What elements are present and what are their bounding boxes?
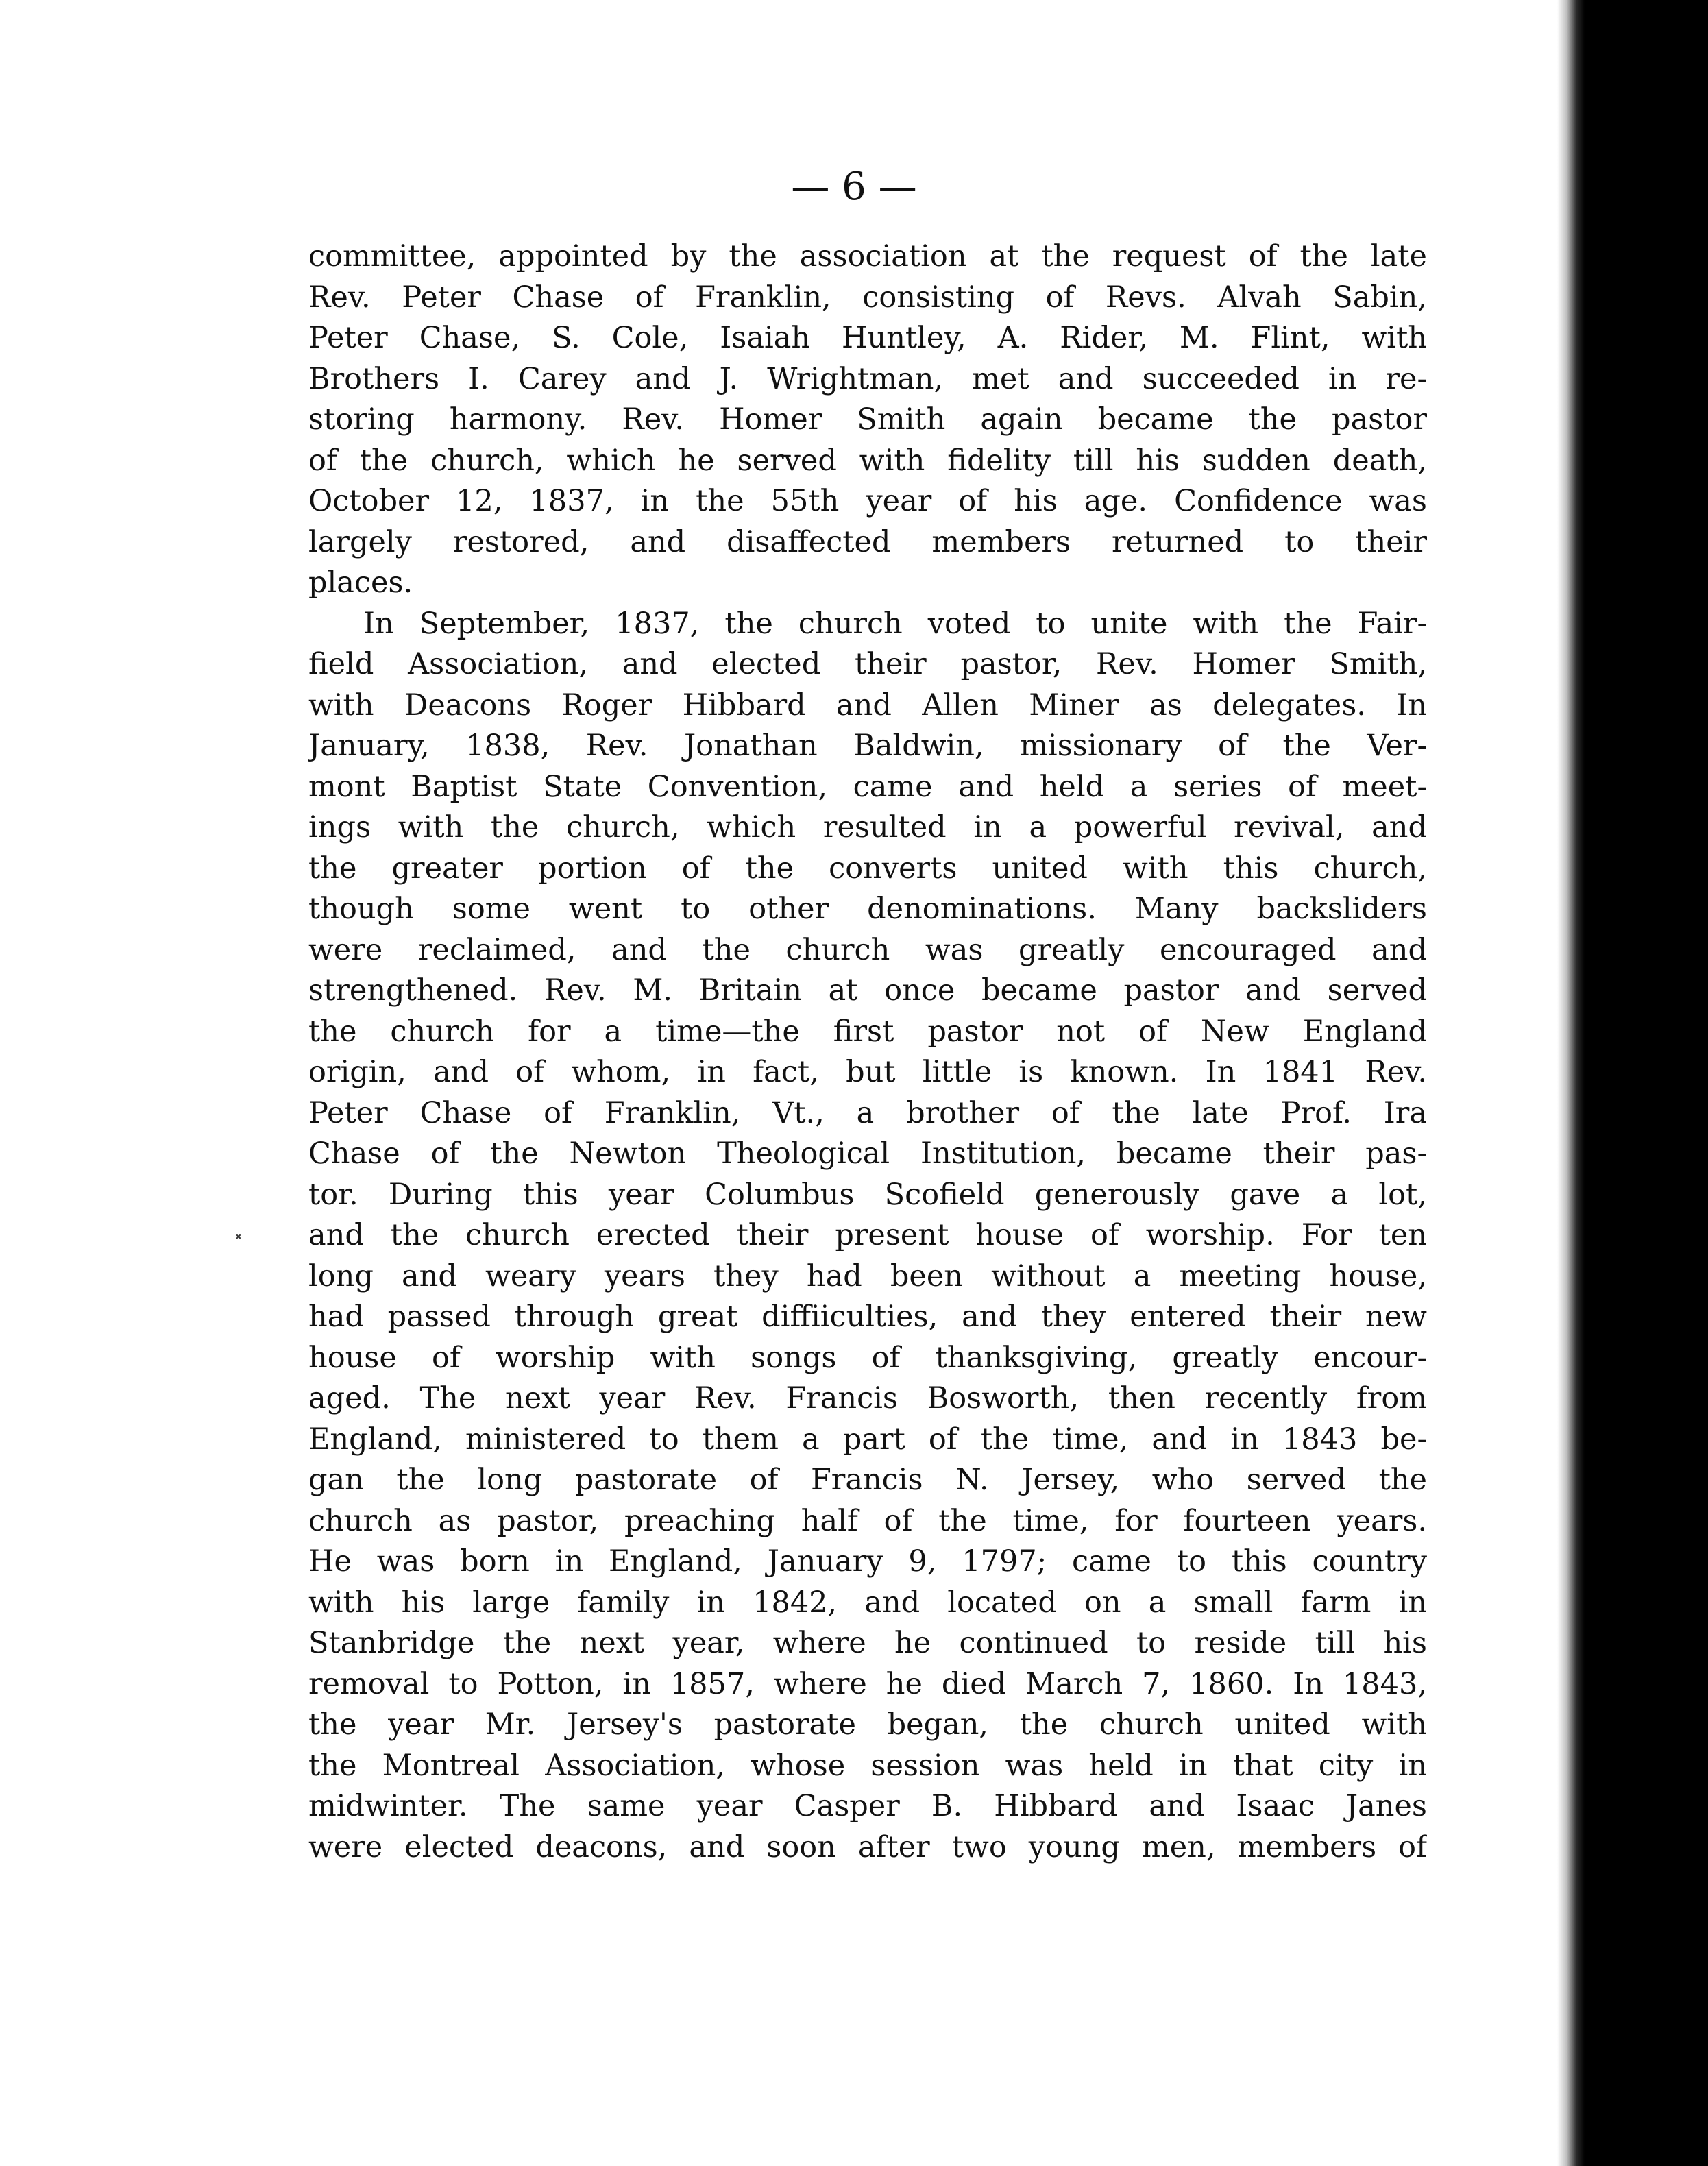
text-line: house of worship with songs of thanksgiving, greatly encour-: [308, 1340, 1427, 1375]
text-line: England, ministered to them a part of the time, and in 1843 be-: [308, 1422, 1427, 1457]
text-line: the greater portion of the converts united with this church,: [308, 851, 1427, 886]
text-line: strengthened. Rev. M. Britain at once became pastor and served: [308, 973, 1427, 1008]
text-line: the church for a time—the first pastor not of New England: [308, 1014, 1427, 1049]
text-line: October 12, 1837, in the 55th year of his age. Confidence was: [308, 484, 1427, 518]
text-line: places.: [308, 565, 413, 600]
text-line: mont Baptist State Convention, came and held a series of meet-: [308, 769, 1427, 804]
text-line: had passed through great diffiiculties, and they entered their new: [308, 1300, 1427, 1334]
text-line: church as pastor, preaching half of the time, for fourteen years.: [308, 1503, 1427, 1538]
text-line: of the church, which he served with fidelity till his sudden death,: [308, 443, 1427, 478]
text-line: Peter Chase, S. Cole, Isaiah Huntley, A. Rider, M. Flint, with: [308, 321, 1427, 355]
text-line: January, 1838, Rev. Jonathan Baldwin, missionary of the Ver-: [308, 729, 1427, 763]
page-gutter-shadow: [1557, 0, 1585, 2166]
text-line: Rev. Peter Chase of Franklin, consisting of Revs. Alvah Sabin,: [308, 280, 1427, 315]
text-line: removal to Potton, in 1857, where he died March 7, 1860. In 1843,: [308, 1666, 1427, 1701]
text-line: Brothers I. Carey and J. Wrightman, met and succeeded in re-: [308, 361, 1427, 396]
text-line: though some went to other denominations. Many backsliders: [308, 892, 1427, 926]
page-number: — 6 —: [791, 165, 917, 209]
text-line: In September, 1837, the church voted to unite with the Fair-: [363, 606, 1427, 641]
body-text: [308, 236, 1427, 1868]
text-line: Stanbridge the next year, where he continued to reside till his: [308, 1626, 1427, 1660]
text-line: were reclaimed, and the church was greatly encouraged and: [308, 932, 1427, 967]
text-line: field Association, and elected their pastor, Rev. Homer Smith,: [308, 647, 1427, 681]
text-line: largely restored, and disaffected members returned to their: [308, 524, 1427, 559]
text-line: tor. During this year Columbus Scofield generously gave a lot,: [308, 1177, 1427, 1212]
scan-speck: ⸼: [236, 1208, 243, 1239]
text-line: and the church erected their present house of worship. For ten: [308, 1218, 1427, 1252]
text-line: the year Mr. Jersey's pastorate began, the church united with: [308, 1707, 1427, 1742]
text-line: aged. The next year Rev. Francis Bosworth, then recently from: [308, 1381, 1427, 1415]
text-line: with his large family in 1842, and located on a small farm in: [308, 1585, 1427, 1620]
text-line: origin, and of whom, in fact, but little is known. In 1841 Rev.: [308, 1055, 1427, 1089]
text-line: midwinter. The same year Casper B. Hibbard and Isaac Janes: [308, 1789, 1427, 1823]
text-line: Chase of the Newton Theological Institution, became their pas-: [308, 1136, 1427, 1171]
text-line: Peter Chase of Franklin, Vt., a brother of the late Prof. Ira: [308, 1095, 1427, 1130]
text-line: long and weary years they had been without a meeting house,: [308, 1258, 1427, 1293]
text-line: the Montreal Association, whose session was held in that city in: [308, 1748, 1427, 1783]
text-line: with Deacons Roger Hibbard and Allen Miner as delegates. In: [308, 687, 1427, 722]
text-line: were elected deacons, and soon after two young men, members of: [308, 1829, 1427, 1864]
text-line: He was born in England, January 9, 1797; came to this country: [308, 1544, 1427, 1579]
text-line: ings with the church, which resulted in a powerful revival, and: [308, 810, 1427, 844]
text-line: gan the long pastorate of Francis N. Jersey, who served the: [308, 1463, 1427, 1497]
text-line: storing harmony. Rev. Homer Smith again became the pastor: [308, 402, 1427, 437]
text-line: committee, appointed by the association at the request of the late: [308, 239, 1427, 273]
